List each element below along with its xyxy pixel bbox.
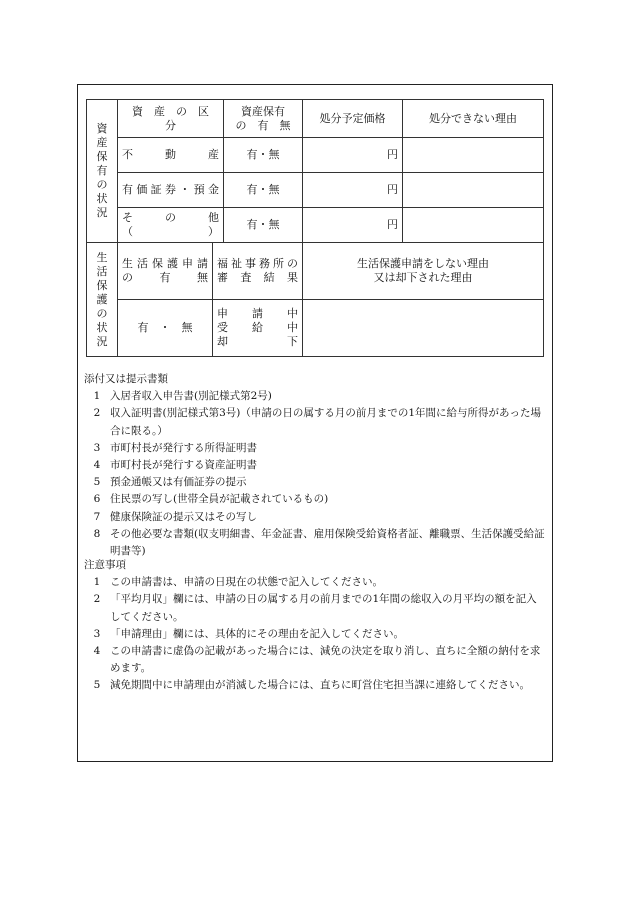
disposal-price-field[interactable]: 円: [303, 173, 403, 208]
welfare-reason-field[interactable]: [303, 300, 544, 357]
asset-row-other: [87, 208, 544, 243]
attachment-item: 1 入居者収入申告書(別記様式第2号): [93, 390, 272, 403]
attachment-item: 2 収入証明書(別記様式第3号)（申請の日の属する月の前月までの1年間に給与所得があった場合に限る。）: [93, 407, 541, 437]
ownership-choice[interactable]: 有・無: [224, 138, 303, 173]
note-item: 3 「申請理由」欄には、具体的にその理由を記入してください。: [93, 627, 404, 640]
asset-category-cell: 不 動 産: [118, 138, 224, 173]
notes-title: 注意事項: [84, 559, 126, 571]
disposal-price-field[interactable]: 円: [303, 208, 403, 243]
attachment-item: 8 その他必要な書類(収支明細書、年金証書、雇用保険受給資格者証、離職票、生活保護受給証明書等): [93, 527, 545, 558]
reason-field[interactable]: [403, 208, 544, 243]
asset-category-cell: そ の 他 （ ）: [118, 208, 224, 243]
attachment-item: 5 預金通帳又は有価証券の提示: [93, 476, 247, 489]
form-frame: [77, 84, 553, 762]
reason-field[interactable]: [403, 138, 544, 173]
welfare-value-row: [87, 300, 544, 357]
welfare-header-row: [87, 243, 544, 300]
ownership-choice[interactable]: 有・無: [224, 173, 303, 208]
note-item: 5 減免期間中に申請理由が消滅した場合には、直ちに町営住宅担当課に連絡してください。: [93, 679, 530, 692]
header-cannot-dispose-reason: 処分できない理由: [403, 100, 544, 138]
attachment-item: 6 住民票の写し(世帯全員が記載されているもの): [93, 493, 329, 506]
ownership-choice[interactable]: 有・無: [224, 208, 303, 243]
header-welfare-reason: 生活保護申請をしない理由 又は却下された理由: [303, 243, 544, 300]
asset-group-label: 資 産 保 有 の 状 況: [87, 100, 118, 243]
attachments-title: 添付又は提示書類: [84, 373, 168, 385]
attachment-item: 7 健康保険証の提示又はその写し: [93, 510, 257, 523]
note-item: 1 この申請書は、申請の日現在の状態で記入してください。: [93, 576, 383, 589]
reason-field[interactable]: [403, 173, 544, 208]
asset-header-row: [87, 100, 544, 138]
asset-row-real-estate: [87, 138, 544, 173]
header-asset-ownership: 資産保有 の 有 無: [224, 100, 303, 138]
attachments-section: [84, 371, 546, 560]
attachment-item: 3 市町村長が発行する所得証明書: [93, 441, 257, 454]
attachment-item: 4 市町村長が発行する資産証明書: [93, 459, 257, 472]
welfare-office-result-choice[interactable]: 申 請 中 受 給 中 却 下: [213, 300, 303, 357]
note-item: 2 「平均月収」欄には、申請の日の属する月の前月までの1年間の総収入の月平均の額を記入してください。: [93, 593, 537, 623]
asset-status-table: [86, 99, 544, 357]
notes-section: [84, 557, 546, 695]
disposal-price-field[interactable]: 円: [303, 138, 403, 173]
asset-row-securities: [87, 173, 544, 208]
header-welfare-application: 生活保護申請 の 有 無: [118, 243, 213, 300]
header-welfare-office-result: 福祉事務所の 審 査 結 果: [213, 243, 303, 300]
asset-category-cell: 有価証券・預金: [118, 173, 224, 208]
header-disposal-price: 処分予定価格: [303, 100, 403, 138]
welfare-group-label: 生 活 保 護 の 状 況: [87, 243, 118, 357]
welfare-application-choice[interactable]: 有 ・ 無: [118, 300, 213, 357]
header-asset-category: 資 産 の 区 分: [118, 100, 224, 138]
note-item: 4 この申請書に虚偽の記載があった場合には、減免の決定を取り消し、直ちに全額の納付を求めます。: [93, 645, 541, 675]
